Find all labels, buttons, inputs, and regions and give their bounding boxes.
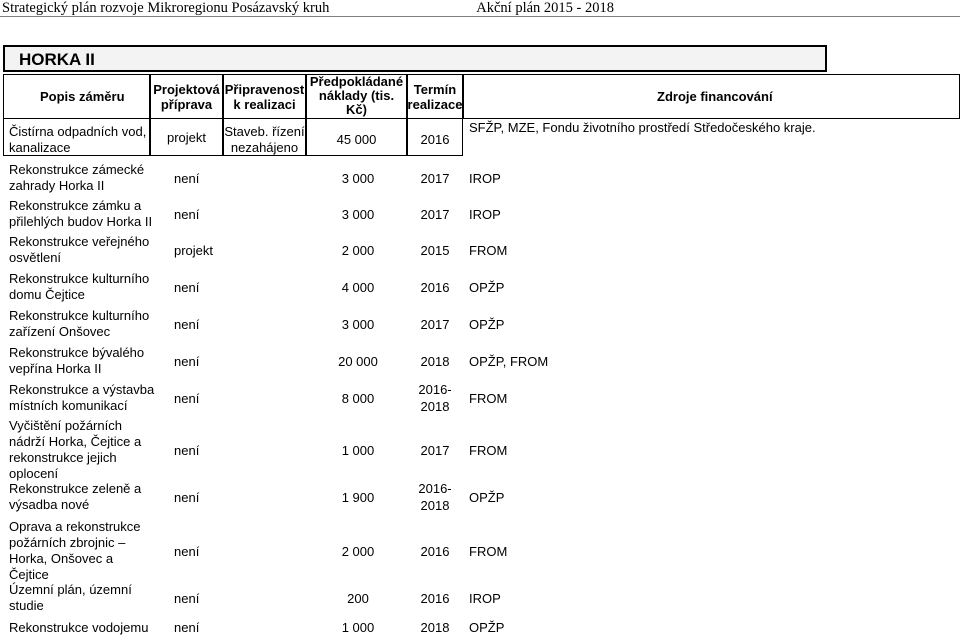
row-popis-line: Vyčištění požárních [9,418,122,433]
row-popis-line: přilehlých budov Horka II [9,214,153,229]
row-popis-line: Rekonstrukce zámecké [9,162,145,177]
row-zdroje: IROP [469,591,501,606]
header-naklady-line2: náklady (tis. [318,88,395,103]
header-plan-title: Akční plán 2015 - 2018 [476,0,614,16]
first-row-pripravenost-line2: nezahájeno [230,140,299,155]
row-termin: 2015 [420,243,450,258]
row-priprava: není [174,280,200,295]
row-termin: 2017 [420,317,450,332]
row-popis-line: vepřína Horka II [9,361,102,376]
row-termin-line1: 2016- [418,481,452,496]
header-projektova-line1: Projektová [153,82,220,97]
row-termin: 2018 [420,354,450,369]
row-termin: 2016 [420,544,450,559]
row-popis-line: domu Čejtice [9,287,85,302]
row-popis-line: Rekonstrukce bývalého [9,345,145,360]
row-naklady: 4 000 [341,280,375,295]
row-priprava: projekt [174,243,214,258]
row-popis-line: zařízení Onšovec [9,324,111,339]
row-popis-line: výsadba nové [9,497,90,512]
row-naklady: 200 [347,591,369,606]
row-priprava: není [174,490,200,505]
header-naklady-line1: Předpokládané [309,74,404,89]
header-termin-line2: realizace [407,97,463,112]
first-row-pripravenost-line1: Staveb. řízení [224,124,305,139]
row-popis-line: Rekonstrukce kulturního [9,271,150,286]
row-zdroje: IROP [469,171,501,186]
row-termin: 2016 [420,591,450,606]
row-naklady: 8 000 [341,391,375,406]
row-termin: 2017 [420,207,450,222]
row-naklady: 3 000 [341,317,375,332]
row-zdroje: FROM [469,243,508,258]
row-zdroje: OPŽP [469,317,505,332]
row-naklady: 3 000 [341,207,375,222]
row-popis-line: Oprava a rekonstrukce [9,519,141,534]
row-naklady: 1 000 [341,620,375,635]
row-naklady: 1 900 [341,490,375,505]
row-popis-line: rekonstrukce jejich [9,450,117,465]
row-termin: 2018 [420,620,450,635]
first-row-termin: 2016 [420,132,450,147]
header-zdroje: Zdroje financování [657,89,773,104]
row-zdroje: FROM [469,443,508,458]
row-zdroje: OPŽP, FROM [469,354,549,369]
row-popis-line: Horka, Onšovec a [9,551,114,566]
row-termin: 2017 [420,443,450,458]
row-naklady: 20 000 [338,354,378,369]
header-projektova-line2: příprava [160,97,213,112]
row-termin-line1: 2016- [418,382,452,397]
row-priprava: není [174,443,200,458]
row-termin-line2: 2018 [420,498,450,513]
row-popis-line: Rekonstrukce veřejného [9,234,150,249]
row-naklady: 1 000 [341,443,375,458]
row-zdroje: OPŽP [469,490,505,505]
row-zdroje: OPŽP [469,620,505,635]
row-popis-line: místních komunikací [9,398,128,413]
first-row-naklady: 45 000 [336,132,377,147]
section-title-box [3,45,827,72]
row-naklady: 3 000 [341,171,375,186]
header-document-title: Strategický plán rozvoje Mikroregionu Posázavský kruh [2,0,330,16]
row-zdroje: FROM [469,544,508,559]
row-priprava: není [174,544,200,559]
row-termin: 2016 [420,280,450,295]
row-popis-line: Rekonstrukce kulturního [9,308,150,323]
row-popis-line: Rekonstrukce zeleně a [9,481,142,496]
header-popis: Popis záměru [40,89,125,104]
row-popis-line: zahrady Horka II [9,178,105,193]
row-termin-line2: 2018 [420,399,450,414]
row-naklady: 2 000 [341,243,375,258]
row-priprava: není [174,354,200,369]
row-zdroje: FROM [469,391,508,406]
first-row-popis-line1: Čistírna odpadních vod, [9,124,147,139]
page-header [0,0,960,17]
row-priprava: není [174,391,200,406]
row-priprava: není [174,171,200,186]
row-popis-line: Čejtice [9,567,49,582]
row-priprava: není [174,620,200,635]
row-priprava: není [174,207,200,222]
header-pripravenost-line1: Připravenost [224,82,305,97]
row-termin: 2017 [420,171,450,186]
section-title: HORKA II [19,50,95,69]
row-popis-line: studie [9,598,44,613]
row-zdroje: IROP [469,207,501,222]
row-popis-line: Rekonstrukce vodojemu [9,620,149,635]
row-priprava: není [174,591,200,606]
row-popis-line: Rekonstrukce a výstavba [9,382,155,397]
header-naklady-line3: Kč) [346,102,367,117]
row-naklady: 2 000 [341,544,375,559]
row-popis-line: oplocení [9,466,59,481]
first-row-projektova: projekt [166,130,207,145]
row-popis-line: Územní plán, územní [9,582,132,597]
first-row-popis-line2: kanalizace [9,140,71,155]
row-zdroje: OPŽP [469,280,505,295]
row-popis-line: osvětlení [9,250,62,265]
row-popis-line: požárních zbrojnic – [9,535,126,550]
header-pripravenost-line2: k realizaci [233,97,296,112]
row-popis-line: nádrží Horka, Čejtice a [9,434,142,449]
row-priprava: není [174,317,200,332]
row-popis-line: Rekonstrukce zámku a [9,198,142,213]
first-row-zdroje: SFŽP, MZE, Fondu životního prostředí Středočeského kraje. [469,120,816,135]
header-termin-line1: Termín [413,82,457,97]
